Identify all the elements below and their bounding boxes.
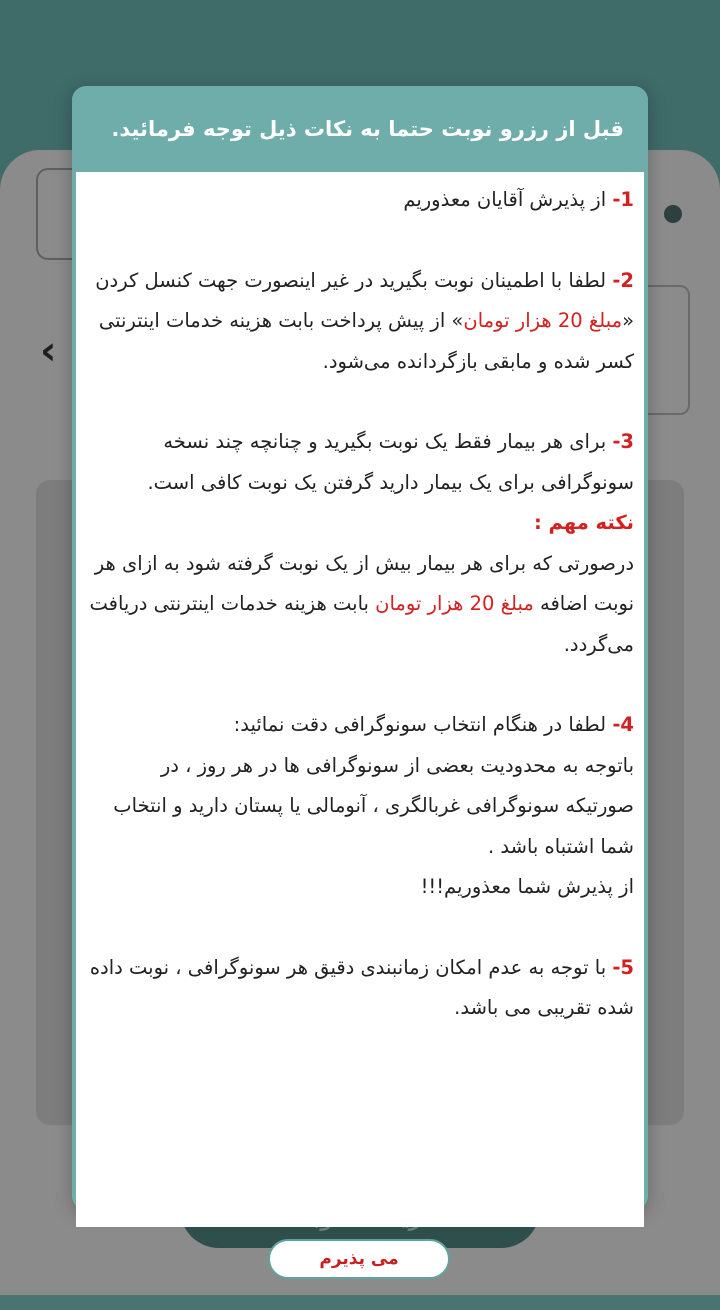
notice-item-1: 1- از پذیرش آقایان معذوریم	[403, 188, 634, 211]
accept-button[interactable]: می پذیرم	[268, 1239, 450, 1279]
chevron-left-icon: ‹	[40, 328, 57, 374]
notice-item-5: 5- با توجه به عدم امکان زمانبندی دقیق هر سونوگرافی ، نوبت داده شده تقریبی می باشد.	[89, 955, 634, 1019]
notice-item-3: 3- برای هر بیمار فقط یک نوبت بگیرید و چنانچه چند نسخه سونوگرافی برای یک بیمار دارید گرفتن یک نوبت کافی است.	[147, 430, 634, 494]
dialog-footer	[72, 1227, 648, 1310]
important-note-title: نکته مهم :	[533, 511, 634, 534]
notice-item-2: 2- لطفا با اطمینان نوبت بگیرید در غیر اینصورت جهت کنسل کردن «مبلغ 20 هزار تومان» از پیش پرداخت بابت هزینه خدمات اینترنتی کسر شده و مابقی بازگردانده می‌شود.	[95, 268, 634, 373]
notice-item-4: 4- لطفا در هنگام انتخاب سونوگرافی دقت نمائید:	[233, 713, 634, 736]
dialog-body	[76, 172, 644, 1227]
dialog-title: قبل از رزرو نوبت حتما به نکات ذیل توجه فرمائید.	[111, 117, 624, 141]
notice-dialog	[72, 86, 648, 1269]
notice-item-4-end: از پذیرش شما معذوریم!!!	[420, 875, 634, 898]
notice-item-4-detail: باتوجه به محدودیت بعضی از سونوگرافی ها در هر روز ، در صورتیکه سونوگرافی غربالگری ، آنومالی یا پستان دارید و انتخاب شما اشتباه باشد .	[113, 753, 634, 858]
important-note-text: درصورتی که برای هر بیمار بیش از یک نوبت گرفته شود به ازای هر نوبت اضافه مبلغ 20 هزار تومان بابت هزینه خدمات اینترنتی دریافت می‌گردد.	[89, 551, 634, 656]
background-radio-dot	[664, 205, 682, 223]
